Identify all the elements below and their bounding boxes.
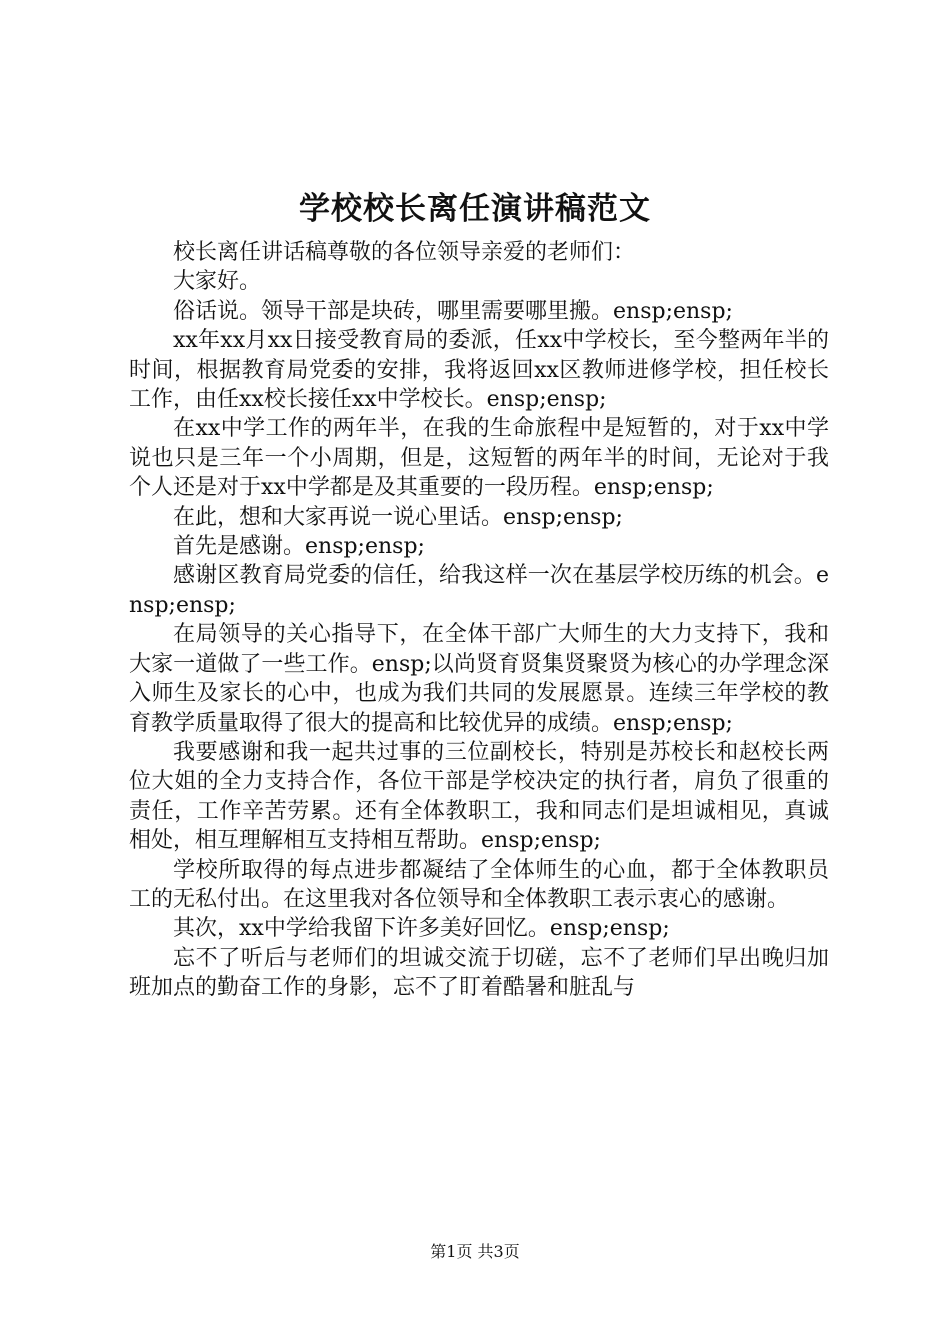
paragraph: 学校所取得的每点进步都凝结了全体师生的心血，都于全体教职员工的无私付出。在这里我对各位领导和全体教职工表示衷心的感谢。 (129, 857, 829, 912)
paragraph: 校长离任讲话稿尊敬的各位领导亲爱的老师们： (173, 240, 636, 265)
paragraph: 我要感谢和我一起共过事的三位副校长，特别是苏校长和赵校长两位大姐的全力支持合作，各位干部是学校决定的执行者，肩负了很重的责任，工作辛苦劳累。还有全体教职工，我和同志们是坦诚相见，真诚相处，相互理解相互支持相互帮助。ensp;ensp; (129, 739, 829, 854)
paragraph: 其次，xx中学给我留下许多美好回忆。ensp;ensp; (173, 916, 670, 942)
page-footer: 第1页 共3页 (430, 1242, 520, 1261)
paragraph: 在局领导的关心指导下，在全体干部广大师生的大力支持下，我和大家一道做了一些工作。ensp;以尚贤育贤集贤聚贤为核心的办学理念深入师生及家长的心中，也成为我们共同的发展愿景。连续三年学校的教育教学质量取得了很大的提高和比较优异的成绩。ensp;ensp; (129, 622, 829, 736)
paragraph: 在此，想和大家再说一说心里话。ensp;ensp; (173, 504, 623, 530)
paragraph: 感谢区教育局党委的信任，给我这样一次在基层学校历练的机会。ensp;ensp; (129, 563, 829, 618)
paragraph: 大家好。 (173, 269, 262, 295)
paragraph: 忘不了听后与老师们的坦诚交流于切磋，忘不了老师们早出晚归加班加点的勤奋工作的身影，忘不了盯着酷暑和脏乱与 (129, 945, 829, 1001)
paragraph: 在xx中学工作的两年半，在我的生命旅程中是短暂的，对于xx中学说也只是三年一个小周期，但是，这短暂的两年半的时间，无论对于我个人还是对于xx中学都是及其重要的一段历程。ensp;ensp; (129, 416, 829, 501)
document-body (129, 238, 829, 1003)
document-title: 学校校长离任演讲稿范文 (299, 191, 651, 227)
paragraph: 俗话说。领导干部是块砖，哪里需要哪里搬。ensp;ensp; (173, 298, 733, 324)
paragraph: xx年xx月xx日接受教育局的委派，任xx中学校长，至今整两年半的时间，根据教育局党委的安排，我将返回xx区教师进修学校，担任校长工作，由任xx校长接任xx中学校长。ensp;ensp; (129, 328, 829, 413)
paragraph: 首先是感谢。ensp;ensp; (173, 534, 425, 560)
